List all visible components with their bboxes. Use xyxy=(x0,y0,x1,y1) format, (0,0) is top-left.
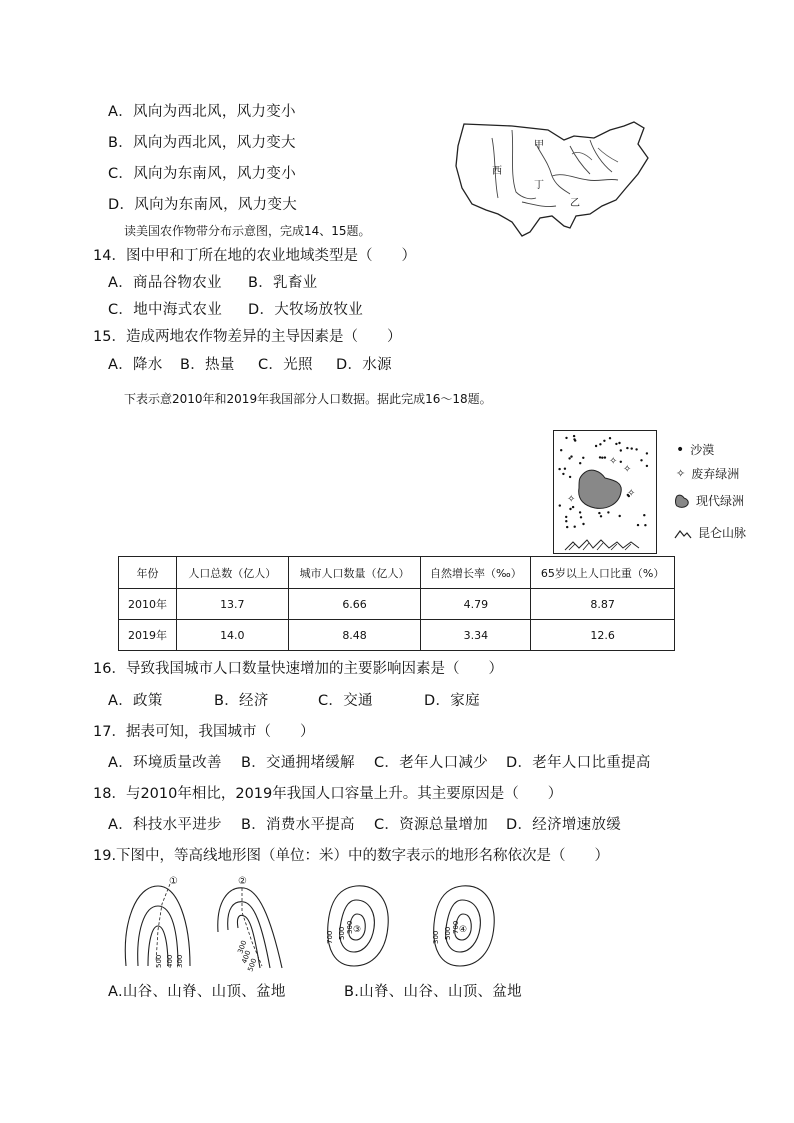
desert-dot xyxy=(631,447,633,449)
legend-abandoned-oasis xyxy=(676,465,739,482)
svg-text:✧: ✧ xyxy=(567,494,576,505)
desert-dot xyxy=(573,438,575,440)
q14-option-a[interactable]: A．商品谷物农业 xyxy=(108,275,222,291)
map-label-ding: 丁 xyxy=(534,180,544,191)
q14-option-b[interactable]: B．乳畜业 xyxy=(248,275,318,291)
q16-option-d[interactable]: D．家庭 xyxy=(424,693,480,709)
desert-dot xyxy=(564,468,566,470)
legend-kunlun xyxy=(674,524,746,541)
intro-14-15: 读美国农作物带分布示意图，完成14、15题。 xyxy=(124,224,371,238)
desert-dot xyxy=(595,445,597,447)
q16-option-b[interactable]: B．经济 xyxy=(214,693,269,709)
oasis-map xyxy=(553,430,657,554)
table-header: 65岁以上人口比重（%） xyxy=(531,557,675,589)
q19-stem: 19.下图中，等高线地形图（单位：米）中的数字表示的地形名称依次是（ ） xyxy=(93,848,610,864)
table-cell: 3.34 xyxy=(421,620,531,651)
q16-option-a[interactable]: A．政策 xyxy=(108,693,163,709)
desert-dot xyxy=(600,515,602,517)
us-crop-map xyxy=(452,118,664,244)
svg-text:✧: ✧ xyxy=(609,456,618,467)
star-icon: ✧ xyxy=(676,467,686,480)
table-cell: 8.87 xyxy=(531,589,675,620)
desert-dot xyxy=(635,448,637,450)
table-header: 人口总数（亿人） xyxy=(176,557,288,589)
map-label-yi: 乙 xyxy=(570,198,580,209)
desert-dot xyxy=(609,437,611,439)
marker-3: ③ xyxy=(353,925,362,935)
contour-label: 500 xyxy=(155,954,163,968)
q14-option-c[interactable]: C．地中海式农业 xyxy=(108,302,223,318)
desert-dot xyxy=(604,456,606,458)
desert-dot xyxy=(603,440,605,442)
map-label-xi: 西 xyxy=(492,166,502,177)
marker-2: ② xyxy=(238,876,247,887)
q18-option-a[interactable]: A．科技水平进步 xyxy=(108,817,222,833)
q13-option-b[interactable]: B．风向为西北风，风力变大 xyxy=(108,135,296,151)
legend-label: 废弃绿洲 xyxy=(691,467,740,481)
desert-dot xyxy=(572,506,574,508)
map-label-jia: 甲 xyxy=(534,140,544,151)
contour-map-4 xyxy=(424,880,504,972)
desert-dot xyxy=(580,516,582,518)
contour-label: 700 xyxy=(326,930,334,944)
desert-dot xyxy=(599,443,601,445)
desert-dot xyxy=(565,437,567,439)
desert-dot xyxy=(644,524,646,526)
contour-label: 400 xyxy=(240,949,253,965)
q18-option-b[interactable]: B．消费水平提高 xyxy=(241,817,355,833)
desert-dot xyxy=(565,516,567,518)
q15-option-b[interactable]: B．热量 xyxy=(180,357,235,373)
desert-dot xyxy=(565,520,567,522)
q15-option-d[interactable]: D．水源 xyxy=(336,357,392,373)
table-cell: 4.79 xyxy=(421,589,531,620)
q15-option-a[interactable]: A．降水 xyxy=(108,357,163,373)
desert-dot xyxy=(566,526,568,528)
q17-option-b[interactable]: B．交通拥堵缓解 xyxy=(241,755,355,771)
marker-1: ① xyxy=(169,876,178,887)
q16-option-c[interactable]: C．交通 xyxy=(318,693,373,709)
desert-dot xyxy=(646,465,648,467)
q18-option-d[interactable]: D．经济增速放缓 xyxy=(506,817,622,833)
desert-dot xyxy=(619,515,621,517)
desert-dot xyxy=(615,443,617,445)
q15-stem: 15．造成两地农作物差异的主导因素是（ ） xyxy=(93,329,402,345)
desert-dot xyxy=(569,508,571,510)
legend-label: 现代绿洲 xyxy=(696,494,745,508)
desert-dot xyxy=(582,457,584,459)
q13-option-d[interactable]: D．风向为东南风，风力变大 xyxy=(108,197,298,213)
desert-dot xyxy=(573,435,575,437)
desert-dot xyxy=(640,459,642,461)
desert-dot-icon: • xyxy=(676,441,685,458)
table-row xyxy=(119,589,675,620)
table-cell: 12.6 xyxy=(531,620,675,651)
contour-map-1 xyxy=(118,872,198,976)
desert-dot xyxy=(560,449,562,451)
q19-option-b[interactable]: B.山脊、山谷、山顶、盆地 xyxy=(344,984,522,1000)
table-cell: 6.66 xyxy=(288,589,421,620)
contour-label: 300 xyxy=(236,939,249,955)
table-cell: 13.7 xyxy=(176,589,288,620)
mountain-icon xyxy=(674,527,692,539)
contour-label: 700 xyxy=(452,920,460,934)
intro-16-18: 下表示意2010年和2019年我国部分人口数据。据此完成16～18题。 xyxy=(124,392,492,406)
desert-dot xyxy=(607,511,609,513)
q17-option-c[interactable]: C．老年人口减少 xyxy=(374,755,489,771)
population-table xyxy=(118,556,675,651)
q17-stem: 17．据表可知，我国城市（ ） xyxy=(93,724,315,740)
marker-4: ④ xyxy=(459,925,468,935)
desert-dot xyxy=(568,457,570,459)
desert-dot xyxy=(579,462,581,464)
q15-option-c[interactable]: C．光照 xyxy=(258,357,313,373)
q13-option-a[interactable]: A．风向为西北风，风力变小 xyxy=(108,104,296,120)
desert-dot xyxy=(559,504,561,506)
desert-dot xyxy=(569,476,571,478)
q18-option-c[interactable]: C．资源总量增加 xyxy=(374,817,489,833)
contour-label: 400 xyxy=(166,954,174,968)
desert-dot xyxy=(562,473,564,475)
q14-stem: 14．图中甲和丁所在地的农业地域类型是（ ） xyxy=(93,248,416,264)
desert-dot xyxy=(637,524,639,526)
contour-label: 300 xyxy=(176,954,184,968)
q13-option-c[interactable]: C．风向为东南风，风力变小 xyxy=(108,166,297,182)
contour-label: 500 xyxy=(338,926,346,940)
table-cell: 8.48 xyxy=(288,620,421,651)
table-header-row xyxy=(119,557,675,589)
q17-option-d[interactable]: D．老年人口比重提高 xyxy=(506,755,651,771)
desert-dot xyxy=(618,442,620,444)
desert-dot xyxy=(579,511,581,513)
q18-stem: 18．与2010年相比，2019年我国人口容量上升。其主要原因是（ ） xyxy=(93,786,563,802)
desert-dot xyxy=(601,457,603,459)
legend-label: 昆仑山脉 xyxy=(698,526,747,540)
desert-dot xyxy=(620,461,622,463)
table-cell: 2010年 xyxy=(119,589,177,620)
contour-label: 300 xyxy=(432,930,440,944)
desert-dot xyxy=(574,526,576,528)
desert-dot xyxy=(558,468,560,470)
svg-text:✧: ✧ xyxy=(627,488,636,499)
desert-dot xyxy=(626,447,628,449)
desert-dot xyxy=(570,455,572,457)
desert-dot xyxy=(646,452,648,454)
q19-option-a[interactable]: A.山谷、山脊、山顶、盆地 xyxy=(108,984,286,1000)
desert-dot xyxy=(598,512,600,514)
q17-option-a[interactable]: A．环境质量改善 xyxy=(108,755,222,771)
q14-option-d[interactable]: D．大牧场放牧业 xyxy=(248,302,364,318)
table-row xyxy=(119,620,675,651)
table-header: 年份 xyxy=(119,557,177,589)
contour-label: 300 xyxy=(346,920,354,934)
desert-dot xyxy=(582,523,584,525)
desert-dot xyxy=(643,514,645,516)
desert-dot xyxy=(620,449,622,451)
q16-stem: 16．导致我国城市人口数量快速增加的主要影响因素是（ ） xyxy=(93,661,503,677)
oasis-patch-icon xyxy=(674,493,690,509)
table-cell: 2019年 xyxy=(119,620,177,651)
contour-map-2 xyxy=(212,872,292,976)
legend-modern-oasis xyxy=(674,492,744,509)
contour-label: 500 xyxy=(246,957,259,973)
legend-label: 沙漠 xyxy=(690,443,715,457)
svg-text:✧: ✧ xyxy=(623,464,632,475)
contour-label: 500 xyxy=(444,926,452,940)
contour-map-3 xyxy=(318,880,398,972)
desert-dot xyxy=(599,456,601,458)
table-header: 自然增长率（‰） xyxy=(421,557,531,589)
legend-desert xyxy=(676,441,714,458)
table-header: 城市人口数量（亿人） xyxy=(288,557,421,589)
table-cell: 14.0 xyxy=(176,620,288,651)
